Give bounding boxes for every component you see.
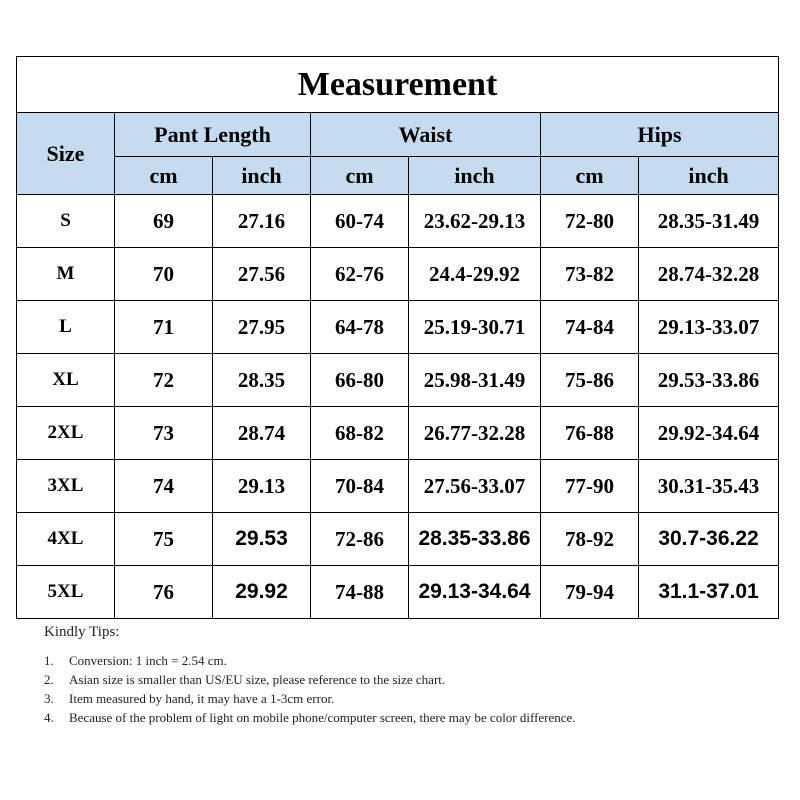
size-cell: XL (17, 354, 115, 407)
table-cell: 28.35-33.86 (409, 513, 541, 566)
table-cell: 25.98-31.49 (409, 354, 541, 407)
table-cell: 74 (115, 460, 213, 513)
tip-text: Asian size is smaller than US/EU size, please reference to the size chart. (69, 672, 446, 687)
table-cell: 24.4-29.92 (409, 248, 541, 301)
table-cell: 29.13-33.07 (639, 301, 779, 354)
table-cell: 28.74 (213, 407, 311, 460)
table-cell: 69 (115, 195, 213, 248)
unit-header: inch (639, 157, 779, 195)
table-row (17, 301, 779, 354)
tip-text: Item measured by hand, it may have a 1-3cm error. (69, 691, 335, 706)
table-cell: 27.16 (213, 195, 311, 248)
size-cell: 2XL (17, 407, 115, 460)
size-cell: L (17, 301, 115, 354)
table-cell: 73-82 (541, 248, 639, 301)
unit-header: cm (311, 157, 409, 195)
table-cell: 30.31-35.43 (639, 460, 779, 513)
table-row (17, 513, 779, 566)
table-cell: 66-80 (311, 354, 409, 407)
table-cell: 30.7-36.22 (639, 513, 779, 566)
size-cell: 4XL (17, 513, 115, 566)
table-cell: 29.53-33.86 (639, 354, 779, 407)
table-cell: 29.92 (213, 566, 311, 619)
table-cell: 71 (115, 301, 213, 354)
tip-item (44, 670, 644, 689)
table-cell: 78-92 (541, 513, 639, 566)
table-cell: 77-90 (541, 460, 639, 513)
table-cell: 75-86 (541, 354, 639, 407)
size-cell: 5XL (17, 566, 115, 619)
table-cell: 73 (115, 407, 213, 460)
table-cell: 70 (115, 248, 213, 301)
table-cell: 62-76 (311, 248, 409, 301)
tip-number: 2. (44, 672, 54, 687)
table-row (17, 407, 779, 460)
table-row (17, 566, 779, 619)
size-chart-table (16, 56, 779, 619)
table-cell: 27.56 (213, 248, 311, 301)
unit-header: cm (541, 157, 639, 195)
table-cell: 29.13 (213, 460, 311, 513)
table-cell: 27.95 (213, 301, 311, 354)
hips-header: Hips (541, 113, 779, 157)
size-cell: M (17, 248, 115, 301)
tip-number: 3. (44, 691, 54, 706)
table-row (17, 248, 779, 301)
tip-item (44, 708, 644, 727)
table-cell: 28.35-31.49 (639, 195, 779, 248)
table-cell: 74-88 (311, 566, 409, 619)
table-cell: 79-94 (541, 566, 639, 619)
table-cell: 29.53 (213, 513, 311, 566)
tips-title: Kindly Tips: (44, 624, 120, 640)
table-row (17, 460, 779, 513)
waist-header: Waist (311, 113, 541, 157)
table-cell: 26.77-32.28 (409, 407, 541, 460)
table-cell: 72-80 (541, 195, 639, 248)
pant-length-header: Pant Length (115, 113, 311, 157)
unit-header: inch (213, 157, 311, 195)
table-cell: 28.35 (213, 354, 311, 407)
table-cell: 64-78 (311, 301, 409, 354)
table-cell: 23.62-29.13 (409, 195, 541, 248)
tip-item (44, 689, 644, 708)
table-row (17, 354, 779, 407)
table-cell: 27.56-33.07 (409, 460, 541, 513)
table-title: Measurement (17, 57, 779, 113)
table-cell: 74-84 (541, 301, 639, 354)
table-cell: 31.1-37.01 (639, 566, 779, 619)
table-cell: 75 (115, 513, 213, 566)
table-cell: 68-82 (311, 407, 409, 460)
size-cell: 3XL (17, 460, 115, 513)
table-cell: 72-86 (311, 513, 409, 566)
table-cell: 72 (115, 354, 213, 407)
tip-number: 1. (44, 653, 54, 668)
table-cell: 70-84 (311, 460, 409, 513)
kindly-tips (44, 624, 644, 727)
table-cell: 29.13-34.64 (409, 566, 541, 619)
table-cell: 76-88 (541, 407, 639, 460)
table-cell: 29.92-34.64 (639, 407, 779, 460)
table-cell: 25.19-30.71 (409, 301, 541, 354)
table-cell: 28.74-32.28 (639, 248, 779, 301)
unit-header: cm (115, 157, 213, 195)
table-row (17, 195, 779, 248)
size-header: Size (17, 113, 115, 195)
table-cell: 76 (115, 566, 213, 619)
tip-number: 4. (44, 710, 54, 725)
size-cell: S (17, 195, 115, 248)
tip-text: Because of the problem of light on mobile phone/computer screen, there may be color difference. (69, 710, 576, 725)
tip-item (44, 651, 644, 670)
unit-header: inch (409, 157, 541, 195)
tip-text: Conversion: 1 inch = 2.54 cm. (69, 653, 227, 668)
table-cell: 60-74 (311, 195, 409, 248)
